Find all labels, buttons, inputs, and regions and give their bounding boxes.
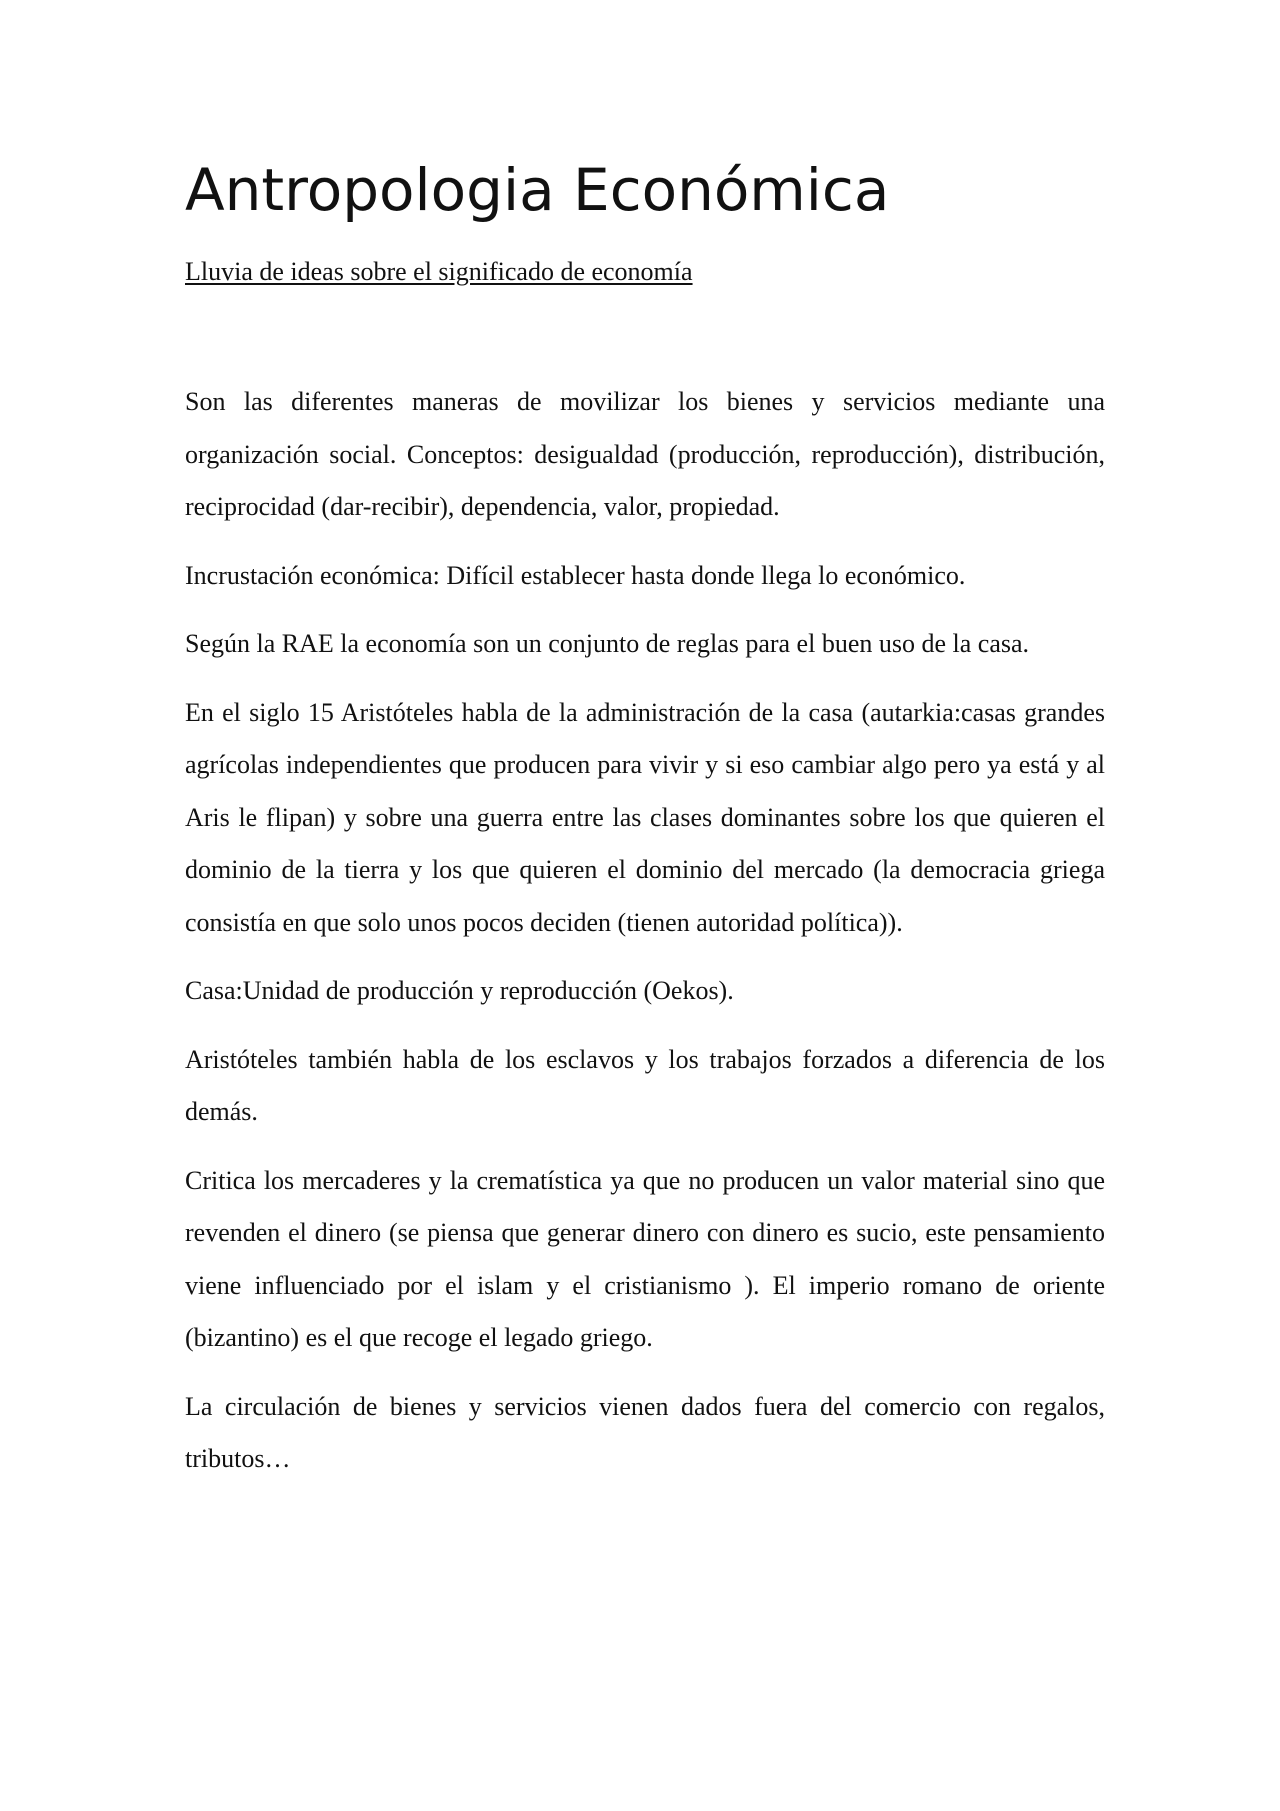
paragraph-4: En el siglo 15 Aristóteles habla de la administración de la casa (autarkia:casas grandes agrícolas independientes que producen para vivir y si eso cambiar algo pero ya está y al Aris le flipan) y sobre una guerra entre las clases dominantes sobre los que quieren el dominio de la tierra y los que quieren el dominio del mercado (la democracia griega consistía en que solo unos pocos deciden (tienen autoridad política)). (185, 697, 1105, 937)
paragraph-3: Según la RAE la economía son un conjunto de reglas para el buen uso de la casa. (185, 629, 1030, 658)
paragraph-8: La circulación de bienes y servicios vienen dados fuera del comercio con regalos, tributos… (185, 1391, 1105, 1473)
paragraph-2: Incrustación económica: Difícil establecer hasta donde llega lo económico. (185, 560, 966, 590)
document-body (185, 376, 1105, 1486)
document-content (185, 150, 1105, 1502)
paragraph-5: Casa:Unidad de producción y reproducción (Oekos). (185, 976, 734, 1005)
paragraph-7: Critica los mercaderes y la crematística ya que no producen un valor material sino que revenden el dinero (se piensa que generar dinero con dinero es sucio, este pensamiento viene influenciado por el islam y el cristianismo ). El imperio romano de oriente (bizantino) es el que recoge el legado griego. (185, 1165, 1105, 1352)
document-subtitle: Lluvia de ideas sobre el significado de economía (185, 257, 693, 286)
document-title: Antropologia Económica (185, 156, 890, 224)
paragraph-1: Son las diferentes maneras de movilizar los bienes y servicios mediante una organización social. Conceptos: desigualdad (producción, reproducción), distribución, reciprocidad (dar-recibir), dependencia, valor, propiedad. (185, 387, 1105, 521)
paragraph-6: Aristóteles también habla de los esclavos y los trabajos forzados a diferencia de los demás. (185, 1044, 1105, 1126)
